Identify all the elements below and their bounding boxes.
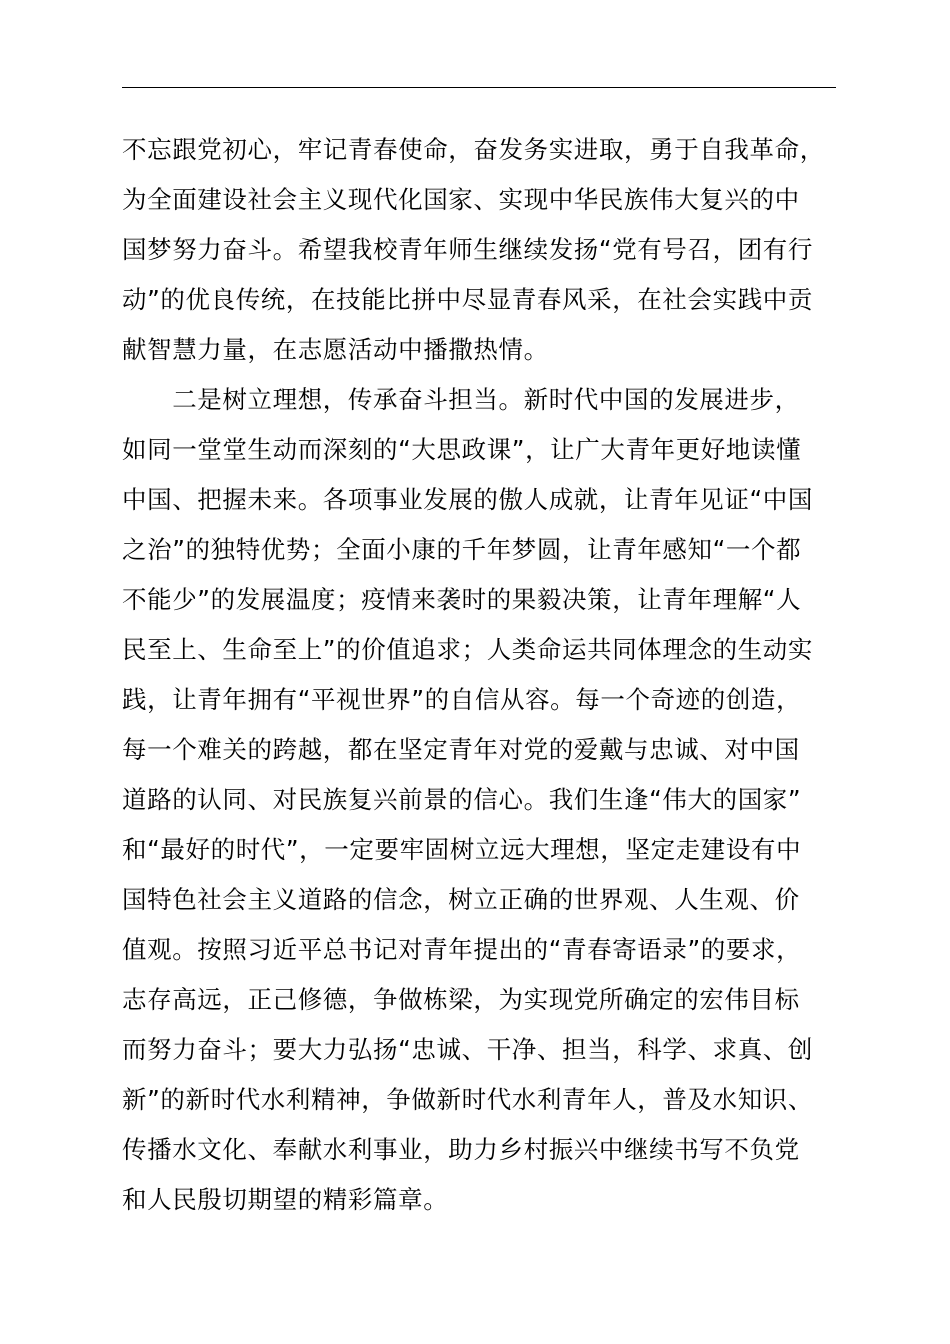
text-line: 每一个难关的跨越，都在坚定青年对党的爱戴与忠诚、对中国 bbox=[122, 735, 800, 764]
text-line: 值观。按照习近平总书记对青年提出的“青春寄语录”的要求， bbox=[122, 935, 802, 964]
text-line: 和“最好的时代”，一定要牢固树立远大理想，坚定走建设有中 bbox=[122, 835, 802, 864]
text-line: 中国、把握未来。各项事业发展的傲人成就，让青年见证“中国 bbox=[122, 485, 813, 514]
text-line: 而努力奋斗；要大力弘扬“忠诚、干净、担当，科学、求真、创 bbox=[122, 1035, 813, 1064]
text-line: 之治”的独特优势；全面小康的千年梦圆，让青年感知“一个都 bbox=[122, 535, 802, 564]
document-body bbox=[122, 125, 882, 1225]
header-rule bbox=[122, 87, 836, 88]
text-line: 和人民殷切期望的精彩篇章。 bbox=[122, 1185, 449, 1214]
paragraph-start-line: 二是树立理想，传承奋斗担当。新时代中国的发展进步， bbox=[122, 385, 800, 414]
text-line: 民至上、生命至上”的价值追求；人类命运共同体理念的生动实 bbox=[122, 635, 813, 664]
text-line: 国特色社会主义道路的信念，树立正确的世界观、人生观、价 bbox=[122, 885, 800, 914]
text-line: 传播水文化、奉献水利事业，助力乡村振兴中继续书写不负党 bbox=[122, 1135, 800, 1164]
text-line: 献智慧力量，在志愿活动中播撒热情。 bbox=[122, 335, 549, 364]
text-line: 为全面建设社会主义现代化国家、实现中华民族伟大复兴的中 bbox=[122, 185, 800, 214]
text-line: 道路的认同、对民族复兴前景的信心。我们生逢“伟大的国家” bbox=[122, 785, 802, 814]
text-line: 动”的优良传统，在技能比拼中尽显青春风采，在社会实践中贡 bbox=[122, 285, 813, 314]
text-line: 新”的新时代水利精神，争做新时代水利青年人，普及水知识、 bbox=[122, 1085, 813, 1114]
text-line: 不忘跟党初心，牢记青春使命，奋发务实进取，勇于自我革命， bbox=[122, 135, 825, 164]
text-line: 践，让青年拥有“平视世界”的自信从容。每一个奇迹的创造， bbox=[122, 685, 802, 714]
text-line: 国梦努力奋斗。希望我校青年师生继续发扬“党有号召，团有行 bbox=[122, 235, 813, 264]
text-line: 不能少”的发展温度；疫情来袭时的果毅决策，让青年理解“人 bbox=[122, 585, 802, 614]
text-line: 如同一堂堂生动而深刻的“大思政课”，让广大青年更好地读懂 bbox=[122, 435, 802, 464]
text-line: 志存高远，正己修德，争做栋梁，为实现党所确定的宏伟目标 bbox=[122, 985, 800, 1014]
